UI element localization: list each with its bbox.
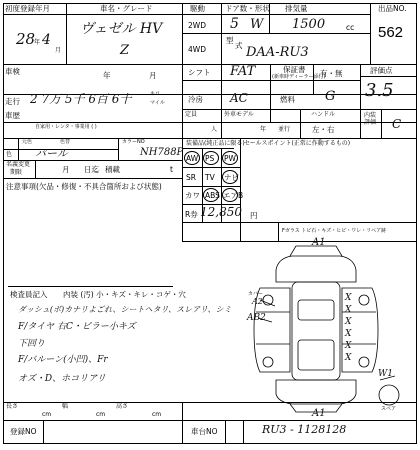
inspector-note-4: F/バルーン(小凹)、Fr <box>18 355 108 365</box>
grid-line <box>370 3 371 64</box>
inspector-note-3: 下回り <box>18 339 46 349</box>
recycle-unit: 円 <box>250 211 258 220</box>
equipment-pw-circle <box>222 151 238 165</box>
color-sub-original: 元色 <box>22 139 33 145</box>
grid-line <box>381 109 382 138</box>
grid-line <box>43 420 44 444</box>
name-change-month: 月 <box>62 165 70 174</box>
displacement-label: 排気量 <box>285 4 308 13</box>
name-grade-label: 車名・グレード <box>100 4 153 13</box>
selling-points-label: セールスポイント(正常に作動するもの) <box>244 140 351 147</box>
diagram-left-label-2: A2 <box>252 297 263 306</box>
first-reg-month-unit: 月 <box>55 47 62 54</box>
damage-mark: X <box>345 353 352 363</box>
notes-label: 注意事項(欠品・修復・不具合箇所および状態) <box>6 182 162 191</box>
capacity-unit: 人 <box>211 126 218 133</box>
foreign-label: 外車モデル <box>224 111 254 118</box>
ac-label: 冷房 <box>188 95 203 104</box>
color-label: 色 <box>6 151 13 158</box>
diagram-left-label-1: カバー <box>248 291 264 297</box>
inspector-label: 検査員記入 <box>10 290 48 299</box>
equipment-abs-circle <box>203 188 219 202</box>
grid-line <box>182 33 221 34</box>
shift-value: FAT <box>230 64 256 79</box>
length-unit: cm <box>42 411 52 418</box>
history-label: 車歴 <box>5 111 20 120</box>
grid-line <box>360 76 417 77</box>
equipment-pw: PW <box>224 154 236 163</box>
car-name: ヴェゼル HV <box>80 21 163 37</box>
name-change-date: 日迄 <box>84 165 99 174</box>
equipment-ps-circle <box>203 151 219 165</box>
equipment-sr: SR <box>186 173 196 182</box>
grid-line <box>182 80 360 81</box>
history-options: 自家用・レンタ・事業用 ( ) <box>35 124 97 130</box>
equipment-aw: AW <box>186 154 199 163</box>
grid-line <box>3 420 417 421</box>
lot-no-value: 562 <box>378 24 404 41</box>
first-reg-year: 28 <box>16 30 36 48</box>
equipment-aw-circle <box>184 151 200 165</box>
grid-line <box>182 148 234 149</box>
damage-mark: X <box>345 317 352 327</box>
name-change-deadline: 期限 <box>10 169 23 176</box>
grid-line <box>3 122 417 123</box>
lot-no-label: 出品NO. <box>378 4 407 13</box>
reg-no-label: 登録NO <box>10 427 37 436</box>
chassis-label: 車台NO <box>191 427 218 436</box>
damage-mark: X <box>345 305 352 315</box>
diagram-top-label: A1 <box>312 237 326 248</box>
drive-4wd: 4WD <box>188 45 206 54</box>
grid-line <box>270 64 271 122</box>
warranty-options: 有・無 <box>320 69 343 78</box>
ac-value: AC <box>230 91 248 105</box>
doors-value: 5 <box>230 16 239 32</box>
grid-line <box>221 33 370 34</box>
inspector-note-1: ダッシュ(ボ)カナリよごれ、シートヘタリ、スレアリ、シミ <box>18 305 232 314</box>
equipment-title: 装備品(純正品に限る) <box>186 140 245 147</box>
km-unit: キロ <box>150 91 161 97</box>
mileage-value: 2 7万 5千 6百 6十 <box>30 92 132 106</box>
shift-label: シフト <box>188 68 211 77</box>
width-unit: cm <box>96 411 106 418</box>
capacity-label: 定員 <box>185 111 198 118</box>
recycle-value: 12,850 <box>200 205 242 219</box>
equipment-airbag: エアB <box>223 191 244 200</box>
diagram-bottom-label: A1 <box>312 408 326 419</box>
grid-line <box>35 160 36 178</box>
grid-line <box>3 178 182 179</box>
shaken-label: 車検 <box>5 67 20 76</box>
damage-mark: X <box>345 341 352 351</box>
color-sub-changed: 色替 <box>60 139 71 145</box>
equipment-navi-circle <box>222 170 238 184</box>
grid-line <box>182 167 240 168</box>
load-unit: t <box>170 165 173 174</box>
grid-line <box>3 14 370 15</box>
grid-line <box>182 222 417 223</box>
handle-label: ハンドル <box>311 111 336 118</box>
shape-value: W <box>250 17 264 32</box>
spare-label: スペア <box>381 406 397 412</box>
displacement-value: 1500 <box>292 17 326 32</box>
grid-line <box>182 3 183 138</box>
first-reg-year-unit: 年 <box>34 39 41 46</box>
first-reg-label: 初度登録年月 <box>5 4 50 13</box>
inspector-note-5: オズ・D、ホコリアリ <box>18 374 106 384</box>
equipment-leather: カワ <box>185 191 200 200</box>
mileage-label: 走行 <box>5 97 20 106</box>
grid-line <box>221 109 222 138</box>
grade: Z <box>120 43 130 58</box>
grid-line <box>182 109 360 110</box>
equipment-ps: PS <box>205 154 215 163</box>
diagram-right-label: W1 <box>378 369 393 379</box>
inspector-tags: 内装 (汚) 小・キズ・キレ・コゲ・穴 <box>63 290 186 299</box>
grid-line <box>182 402 183 444</box>
foreign-sub: 並行 <box>278 126 291 133</box>
color-value: パール <box>35 147 68 160</box>
equipment-navi: ナビ <box>224 173 239 182</box>
glass-row: Fガラス トビ石・キズ・ヒビ・ワレ・リペア跡 <box>282 228 387 234</box>
chassis-value: RU3 - 1128128 <box>262 423 347 436</box>
interior-value: C <box>392 117 402 131</box>
width-label: 幅 <box>62 403 69 410</box>
grid-line <box>240 138 241 241</box>
model-value: DAA-RU3 <box>246 45 309 60</box>
grid-line <box>3 64 417 65</box>
grid-line <box>360 109 417 110</box>
length-label: 長さ <box>6 403 19 410</box>
height-label: 高さ <box>116 403 129 410</box>
cc-unit: cc <box>346 23 355 32</box>
grid-line <box>225 420 226 444</box>
drive-2wd: 2WD <box>188 21 206 30</box>
mile-unit: マイル <box>150 100 165 106</box>
equipment-airbag-circle <box>222 188 238 202</box>
load-label: 積載 <box>105 165 120 174</box>
recycle-label: R券 <box>185 210 198 219</box>
inspector-note-2: F/タイヤ 右C・ピラー小キズ <box>18 322 136 332</box>
height-unit: cm <box>152 411 162 418</box>
score-label: 評価点 <box>370 66 393 75</box>
shaken-year-unit: 年 <box>103 71 111 80</box>
grid-line <box>66 3 67 64</box>
grid-line <box>243 420 244 444</box>
warranty-sub: (新車時ディーラー添付) <box>272 74 326 80</box>
color-no-label: カラーNO <box>122 139 145 145</box>
handle-options: 左・右 <box>312 125 335 134</box>
first-reg-month: 4 <box>42 32 51 48</box>
fuel-value: G <box>325 89 336 104</box>
damage-mark: X <box>345 329 352 339</box>
equipment-tv: TV <box>205 173 215 182</box>
diagram-left-label-3: AB2 <box>247 313 266 323</box>
model-label-a: 型 <box>226 36 234 45</box>
grid-line <box>182 186 240 187</box>
grid-line <box>221 64 222 109</box>
grid-line <box>278 222 279 241</box>
doors-shape-label: ドア数・形状 <box>225 4 270 13</box>
model-label-b: 式 <box>235 41 243 50</box>
color-no-value: NH788P <box>140 147 184 158</box>
foreign-unit: 年 <box>260 126 267 133</box>
grid-line <box>300 109 301 138</box>
score-value: 3.5 <box>365 80 394 101</box>
name-change-label: 名義変更 <box>6 161 31 168</box>
grid-line <box>182 241 417 242</box>
shaken-month-unit: 月 <box>149 71 157 80</box>
fuel-label: 燃料 <box>280 95 295 104</box>
warranty-label: 保証書 <box>283 65 306 74</box>
drive-label: 駆動 <box>190 4 205 13</box>
equipment-abs: ABS <box>205 191 220 200</box>
grid-line <box>118 138 119 160</box>
interior-label: 内装評価 <box>364 112 377 127</box>
grid-line <box>8 286 173 287</box>
damage-mark: X <box>345 293 352 303</box>
